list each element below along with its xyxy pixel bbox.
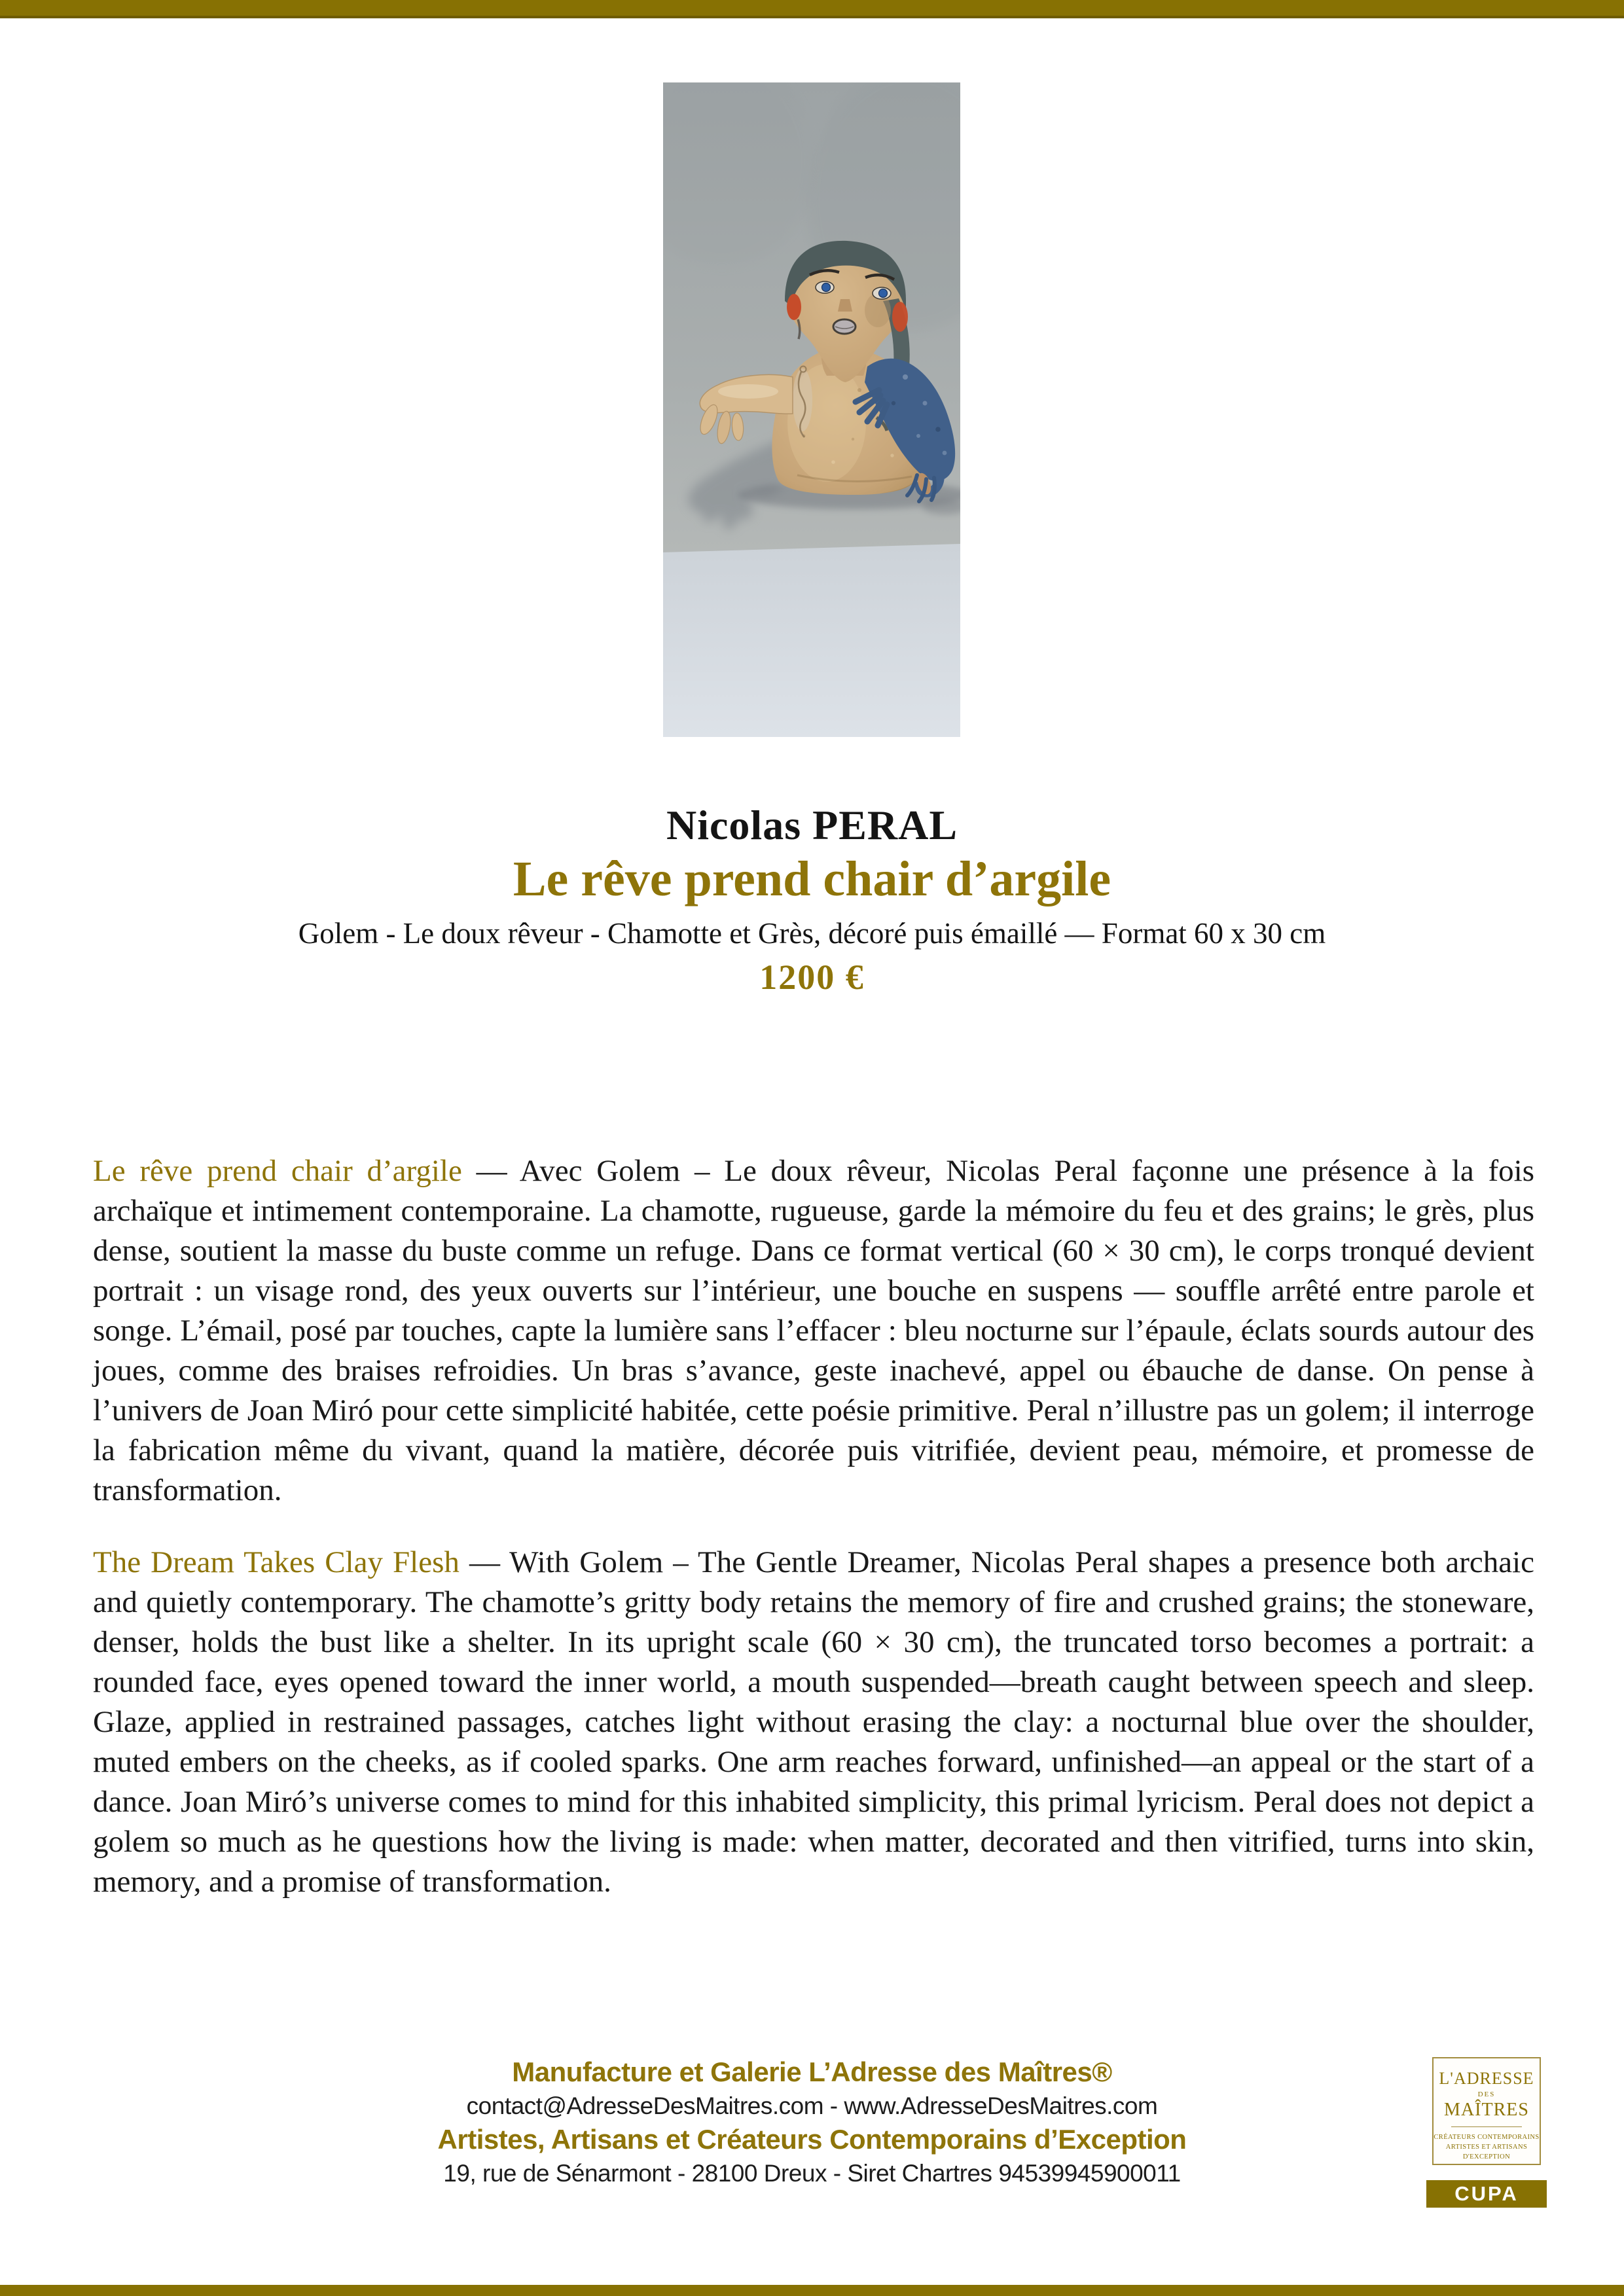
artwork-photo (663, 82, 960, 737)
photo-floor (663, 544, 960, 737)
cupa-badge: CUPA (1426, 2180, 1547, 2208)
logo-line-des: DES (1477, 2090, 1496, 2098)
left-red-ear (787, 294, 801, 320)
description-english-body: — With Golem – The Gentle Dreamer, Nicolas Peral shapes a presence both archaic and quietly contemporary. The chamotte’s gritty body retains the memory of fire and crushed grains; the stoneware, denser, holds the bust like a shelter. In its upright scale (60 × 30 cm), the truncated torso becomes a portrait: a rounded face, eyes opened toward the inner world, a mouth suspended—breath caught between speech and sleep. Glaze, applied in restrained passages, catches light without erasing the clay: a nocturnal blue over the shoulder, muted embers on the cheeks, as if cooled sparks. One arm reaches forward, unfinished—an appeal or the start of a dance. Joan Miró’s universe comes to mind for this inhabited simplicity, this primal lyricism. Peral does not depict a golem so much as he questions how the living is made: when matter, decorated and then vitrified, turns into skin, memory, and a promise of transformation. (93, 1545, 1535, 1899)
logo-line-maitres: MAÎTRES (1444, 2100, 1529, 2120)
artist-name: Nicolas PERAL (666, 802, 958, 848)
footer-address: 19, rue de Sénarmont - 28100 Dreux - Siret Chartres 94539945900011 (443, 2160, 1181, 2187)
artwork-subtitle: Golem - Le doux rêveur - Chamotte et Grès, décoré puis émaillé — Format 60 x 30 cm (298, 917, 1326, 950)
footer-tagline: Artistes, Artisans et Créateurs Contemporains d’Exception (437, 2124, 1187, 2155)
top-gold-bar (0, 0, 1624, 18)
description-french-lead: Le rêve prend chair d’argile (93, 1154, 462, 1188)
description-french-body: — Avec Golem – Le doux rêveur, Nicolas Peral façonne une présence à la fois archaïque et intimement contemporaine. La chamotte, rugueuse, garde la mémoire du feu et des grains; le grès, plus dense, soutient la masse du buste comme un refuge. Dans ce format vertical (60 × 30 cm), le corps tronqué devient portrait : un visage rond, des yeux ouverts sur l’intérieur, une bouche en suspens — souffle arrêté entre parole et songe. L’émail, posé par touches, capte la lumière sans l’effacer : bleu nocturne sur l’épaule, éclats sourds autour des joues, comme des braises refroidies. Un bras s’avance, geste inachevé, appel ou ébauche de danse. On pense à l’univers de Joan Miró pour cette simplicité habitée, cette poésie primitive. Peral n’illustre pas un golem; il interroge la fabrication même du vivant, quand la matière, décorée puis vitrifiée, devient peau, mémoire, et promesse de transformation. (93, 1154, 1534, 1507)
bottom-gold-bar (0, 2285, 1624, 2296)
logo-line-adresse: L'ADRESSE (1439, 2069, 1534, 2088)
logo-line-artistes: ARTISTES ET ARTISANS (1445, 2144, 1528, 2151)
sculpture-photo-illustration (663, 82, 960, 737)
artwork-price: 1200 € (759, 958, 865, 997)
footer-contact: contact@AdresseDesMaitres.com - www.AdresseDesMaitres.com (466, 2092, 1158, 2119)
footer-gallery-name: Manufacture et Galerie L’Adresse des Maîtres® (512, 2056, 1112, 2087)
mouth (833, 319, 856, 334)
logo-divider (1451, 2126, 1522, 2127)
artwork-title: Le rêve prend chair d’argile (513, 852, 1111, 906)
description-english-lead: The Dream Takes Clay Flesh (93, 1545, 460, 1579)
description-french (93, 1151, 1534, 1511)
logo-line-createurs: CRÉATEURS CONTEMPORAINS (1434, 2134, 1540, 2141)
gallery-logo (1432, 2057, 1541, 2165)
description-english (93, 1543, 1534, 1902)
right-red-cheek (892, 302, 908, 332)
footer (0, 2055, 1624, 2190)
logo-line-exception: D'EXCEPTION (1462, 2153, 1511, 2161)
